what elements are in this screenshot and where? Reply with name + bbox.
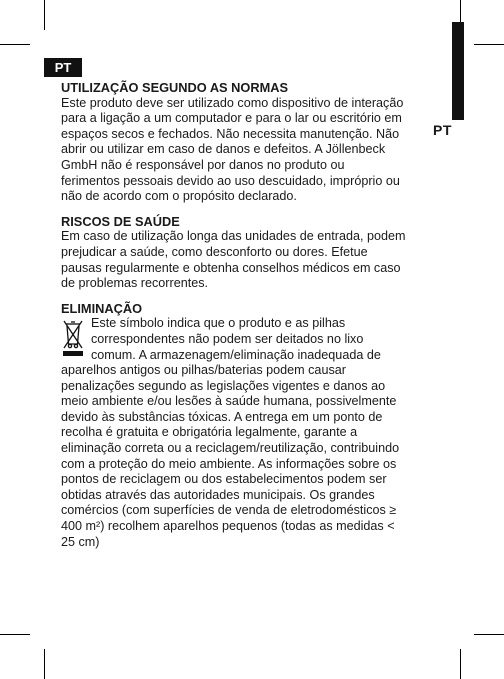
side-language-label: PT [433,122,452,138]
language-thumb-tab [452,22,464,120]
health-text: Em caso de utilização longa das unidades de entrada, podem prejudicar a saúde, como desconforto ou dores. Efetue pausas regularmente e obtenha conselhos médicos em caso de problemas recorrentes. [61,229,406,291]
crop-mark-top-left-vertical [44,0,45,30]
usage-heading: UTILIZAÇÃO SEGUNDO AS NORMAS [61,80,289,95]
crop-mark-top-left-horizontal [0,44,30,45]
usage-text: Este produto deve ser utilizado como dispositivo de interação para a ligação a um computador e para o lar ou escritório em espaços secos e fechados. Não necessita manutenção. Não abrir ou utilizar em caso de danos e defeitos. A Jöllenbeck GmbH não é responsável por danos no produto ou ferimentos pessoais devido ao uso descuidado, impróprio ou não de acordo com o propósito declarado. [61,95,404,204]
crop-mark-bottom-right-vertical [460,649,461,679]
health-section [61,214,406,292]
disposal-text-beside-icon: Este símbolo indica que o produto e as pilhas correspondentes não podem ser deitados no lixo comum. A armazenagem/eliminação inadequada de [91,316,381,362]
crop-mark-bottom-left-vertical [44,649,45,679]
crop-mark-top-right-horizontal [474,44,504,45]
disposal-heading: ELIMINAÇÃO [61,300,143,316]
health-heading: RISCOS DE SAÚDE [61,213,180,229]
disposal-text-continued: aparelhos antigos ou pilhas/baterias podem causar penalizações segundo as legislações vigentes e danos ao meio ambiente e/ou lesões à saúde humana, possivelmente devido às substâncias tóxicas. A entrega em um ponto de recolha é gratuita e obrigatória legalmente, garante a eliminação correta ou a reciclagem/reutilização, contribuindo com a proteção do meio ambiente. As informações sobre os pontos de reciclagem ou dos estabelecimentos podem ser obtidas através das autoridades municipais. Os grandes comércios (com superfícies de venda de eletrodomésticos ≥ 400 m²) recolhem aparelhos pequenos (todas as medidas < 25 cm) [61,363,400,549]
language-badge: PT [44,58,82,77]
disposal-section [61,301,406,551]
disposal-icon-row [61,316,406,363]
crop-mark-bottom-left-horizontal [0,634,30,635]
crop-mark-bottom-right-horizontal [474,634,504,635]
crossed-out-wheelie-bin-icon [61,318,85,358]
usage-section [61,80,406,205]
manual-content [61,80,406,550]
